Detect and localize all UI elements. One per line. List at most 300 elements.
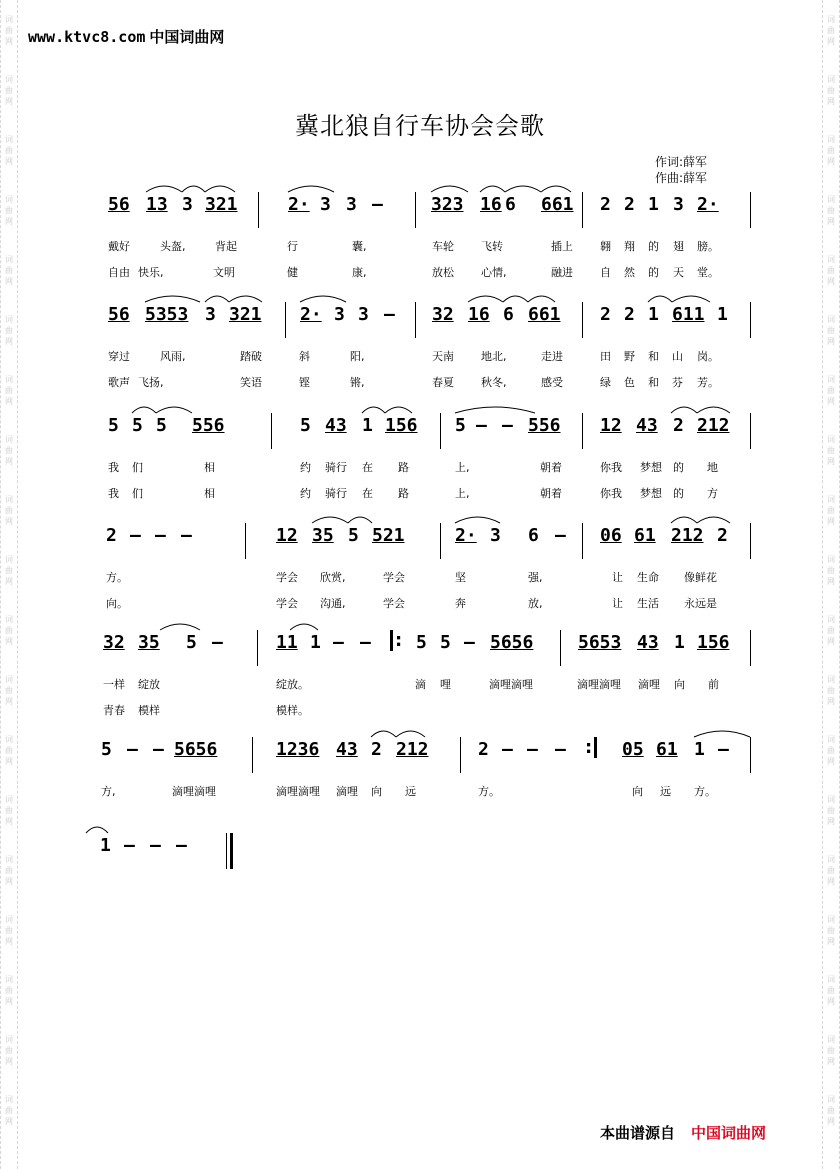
note: 5656 <box>490 632 534 653</box>
watermark-text: 词 曲 网 <box>5 555 13 586</box>
watermark-text: 词 曲 网 <box>5 1095 13 1126</box>
lyric-verse-2: 青春 <box>103 704 125 717</box>
note: 5 <box>132 415 143 436</box>
slur-arc <box>697 407 730 413</box>
lyric-verse-1: 骑行 <box>325 461 347 474</box>
note: 156 <box>697 632 730 653</box>
lyric-verse-2: 模样。 <box>276 704 309 717</box>
lyric-verse-1: 梦想 <box>640 461 662 474</box>
watermark-text: 词 曲 网 <box>827 435 835 466</box>
note: – <box>360 632 371 653</box>
watermark-text: 词 曲 网 <box>827 375 835 406</box>
slur-arc <box>541 186 571 192</box>
lyric-verse-2: 色 <box>624 376 635 389</box>
slur-arc <box>671 407 697 413</box>
slur-arc <box>528 296 555 302</box>
note: 43 <box>336 739 358 760</box>
repeat-end-sign: : <box>585 737 597 758</box>
lyric-verse-1: 飞转 <box>481 240 503 253</box>
lyric-verse-1: 阳, <box>350 350 365 363</box>
lyric-verse-1: 翱 <box>600 240 611 253</box>
watermark-text: 词 曲 网 <box>827 795 835 826</box>
lyric-verse-2: 上, <box>455 487 470 500</box>
lyric-verse-2: 铿 <box>299 376 310 389</box>
note: 5 <box>156 415 167 436</box>
lyric-verse-1: 膀。 <box>697 240 719 253</box>
note: 521 <box>372 525 405 546</box>
lyric-verse-1: 的 <box>673 461 684 474</box>
repeat-start-sign: : <box>390 630 402 651</box>
slur-arc <box>290 624 318 630</box>
note: 32 <box>103 632 125 653</box>
lyric-verse-1: 学会 <box>383 571 405 584</box>
lyric-verse-2: 心情, <box>481 266 507 279</box>
slur-arc <box>371 731 396 737</box>
lyric-verse-2: 自 <box>600 266 611 279</box>
slur-arc <box>362 407 385 413</box>
slur-arc <box>385 407 412 413</box>
note: 61 <box>634 525 656 546</box>
lyric-verse-2: 自由 <box>108 266 130 279</box>
watermark-text: 词 曲 网 <box>827 1095 835 1126</box>
slur-arc <box>145 296 200 302</box>
lyric-verse-2: 的 <box>673 487 684 500</box>
note: 5653 <box>578 632 622 653</box>
note: 5 <box>416 632 427 653</box>
note: 16 <box>468 304 490 325</box>
note: 6 <box>505 194 516 215</box>
note: 2· <box>455 525 477 546</box>
note: 212 <box>697 415 730 436</box>
lyric-verse-2: 文明 <box>213 266 235 279</box>
note: 1236 <box>276 739 320 760</box>
lyric-verse-1: 向 <box>371 785 382 798</box>
watermark-text: 词 曲 网 <box>5 495 13 526</box>
note: 5 <box>101 739 112 760</box>
lyric-verse-2: 我 <box>108 487 119 500</box>
lyric-verse-1: 像鲜花 <box>684 571 717 584</box>
note: – <box>527 739 538 760</box>
note: – <box>718 739 729 760</box>
lyric-verse-2: 飞扬, <box>138 376 164 389</box>
lyric-verse-1: 向 <box>632 785 643 798</box>
note: 2 <box>624 194 635 215</box>
note: – <box>155 525 166 546</box>
note: 1 <box>717 304 728 325</box>
lyric-verse-2: 方 <box>707 487 718 500</box>
footer <box>600 1122 766 1143</box>
note: 661 <box>528 304 561 325</box>
lyric-verse-1: 向 <box>674 678 685 691</box>
note: 16 <box>480 194 502 215</box>
note: 05 <box>622 739 644 760</box>
note: 323 <box>431 194 464 215</box>
watermark-text: 词 曲 网 <box>5 315 13 346</box>
watermark-text: 词 曲 网 <box>5 615 13 646</box>
lyric-verse-1: 绽放 <box>138 678 160 691</box>
note: 212 <box>396 739 429 760</box>
lyric-verse-1: 戴好 <box>108 240 130 253</box>
note: 2· <box>697 194 719 215</box>
slur-arc <box>205 296 229 302</box>
lyric-verse-2: 学会 <box>276 597 298 610</box>
lyric-verse-2: 感受 <box>541 376 563 389</box>
note: 56 <box>108 304 130 325</box>
note: 43 <box>325 415 347 436</box>
note: 2 <box>673 415 684 436</box>
note: – <box>181 525 192 546</box>
lyric-verse-2: 放松 <box>432 266 454 279</box>
lyricist-credit: 作词:薛军 <box>655 155 708 169</box>
note: 06 <box>600 525 622 546</box>
note: – <box>176 835 187 856</box>
lyric-verse-1: 滴哩滴哩 <box>577 678 621 691</box>
slur-arc <box>468 296 503 302</box>
lyric-verse-2: 沟通, <box>320 597 346 610</box>
note: 13 <box>146 194 168 215</box>
lyric-verse-2: 们 <box>132 487 143 500</box>
watermark-text: 词 曲 网 <box>827 735 835 766</box>
lyric-verse-2: 学会 <box>383 597 405 610</box>
note: 5 <box>440 632 451 653</box>
slur-arc <box>396 731 425 737</box>
slur-arc <box>505 186 541 192</box>
note: 5656 <box>174 739 218 760</box>
slur-arc <box>431 186 468 192</box>
note: 43 <box>636 415 658 436</box>
watermark-text: 词 曲 网 <box>827 495 835 526</box>
note: 2· <box>300 304 322 325</box>
note: 61 <box>656 739 678 760</box>
lyric-verse-1: 穿过 <box>108 350 130 363</box>
lyric-verse-1: 方。 <box>106 571 128 584</box>
note: 556 <box>192 415 225 436</box>
slur-arc <box>288 186 334 192</box>
note: 32 <box>432 304 454 325</box>
lyric-verse-1: 滴哩 <box>638 678 660 691</box>
lyric-verse-1: 滴哩滴哩 <box>172 785 216 798</box>
lyric-verse-2: 约 <box>300 487 311 500</box>
slur-arc <box>671 517 697 523</box>
lyric-verse-2: 放, <box>528 597 543 610</box>
lyric-verse-2: 芳。 <box>697 376 719 389</box>
watermark-text: 词 曲 网 <box>5 375 13 406</box>
lyric-verse-2: 生活 <box>637 597 659 610</box>
lyric-verse-1: 滴哩 <box>336 785 358 798</box>
note: 11 <box>276 632 298 653</box>
lyric-verse-1: 滴哩滴哩 <box>276 785 320 798</box>
watermark-text: 词 曲 网 <box>5 195 13 226</box>
note: 661 <box>541 194 574 215</box>
note: 321 <box>229 304 262 325</box>
slur-arc <box>156 407 192 413</box>
note: 3 <box>182 194 193 215</box>
lyric-verse-1: 哩 <box>440 678 451 691</box>
watermark-text: 词 曲 网 <box>827 75 835 106</box>
watermark-text: 词 曲 网 <box>827 255 835 286</box>
lyric-verse-2: 健 <box>287 266 298 279</box>
lyric-verse-1: 上, <box>455 461 470 474</box>
lyric-verse-2: 笑语 <box>240 376 262 389</box>
lyric-verse-2: 绿 <box>600 376 611 389</box>
lyric-verse-2: 梦想 <box>640 487 662 500</box>
lyric-verse-2: 和 <box>648 376 659 389</box>
lyric-verse-2: 堂。 <box>697 266 719 279</box>
lyric-verse-2: 模样 <box>138 704 160 717</box>
lyric-verse-1: 天南 <box>432 350 454 363</box>
watermark-text: 词 曲 网 <box>827 195 835 226</box>
note: 5353 <box>145 304 189 325</box>
lyric-verse-2: 奔 <box>455 597 466 610</box>
lyric-verse-1: 路 <box>398 461 409 474</box>
note: 556 <box>528 415 561 436</box>
lyric-verse-1: 绽放。 <box>276 678 309 691</box>
slur-arc <box>348 517 372 523</box>
lyric-verse-2: 融进 <box>551 266 573 279</box>
watermark-text: 词 曲 网 <box>5 15 13 46</box>
note: – <box>502 739 513 760</box>
watermark-text: 词 曲 网 <box>5 435 13 466</box>
lyric-verse-1: 方, <box>101 785 116 798</box>
note: 35 <box>138 632 160 653</box>
note: 3 <box>346 194 357 215</box>
watermark-text: 词 曲 网 <box>827 135 835 166</box>
note: 5 <box>348 525 359 546</box>
note: 3 <box>673 194 684 215</box>
lyric-verse-1: 方。 <box>694 785 716 798</box>
lyric-verse-2: 在 <box>362 487 373 500</box>
note: 2 <box>600 194 611 215</box>
lyric-verse-1: 风雨, <box>160 350 186 363</box>
watermark-text: 词 曲 网 <box>827 315 835 346</box>
lyric-verse-1: 让 <box>612 571 623 584</box>
note: – <box>212 632 223 653</box>
note: 3 <box>320 194 331 215</box>
site-url: www.ktvc8.com <box>28 28 146 46</box>
slur-arc <box>648 296 672 302</box>
note: 5 <box>300 415 311 436</box>
lyric-verse-2: 的 <box>648 266 659 279</box>
watermark-text: 词 曲 网 <box>827 555 835 586</box>
slur-arc <box>146 186 182 192</box>
slur-arc <box>205 186 235 192</box>
composer-credit: 作曲:薛军 <box>655 171 708 185</box>
note: – <box>333 632 344 653</box>
note: 3 <box>334 304 345 325</box>
watermark-text: 词 曲 网 <box>827 15 835 46</box>
watermark-text: 词 曲 网 <box>5 975 13 1006</box>
lyric-verse-2: 天 <box>673 266 684 279</box>
lyric-verse-2: 骑行 <box>325 487 347 500</box>
watermark-text: 词 曲 网 <box>5 795 13 826</box>
note: 5 <box>108 415 119 436</box>
note: 1 <box>100 835 111 856</box>
note: – <box>464 632 475 653</box>
slur-arc <box>480 186 505 192</box>
slur-arc <box>300 296 346 302</box>
note: 5 <box>455 415 466 436</box>
lyric-verse-1: 前 <box>708 678 719 691</box>
lyric-verse-1: 坚 <box>455 571 466 584</box>
lyric-verse-2: 永远是 <box>684 597 717 610</box>
watermark-text: 词 曲 网 <box>5 135 13 166</box>
lyric-verse-1: 野 <box>624 350 635 363</box>
lyric-verse-1: 翔 <box>624 240 635 253</box>
note: 12 <box>600 415 622 436</box>
note: 1 <box>648 194 659 215</box>
slur-arc <box>697 517 730 523</box>
note: – <box>555 739 566 760</box>
slur-arc <box>312 517 348 523</box>
lyric-verse-1: 欣赏, <box>320 571 346 584</box>
note: – <box>476 415 487 436</box>
note: 2 <box>371 739 382 760</box>
lyric-verse-1: 朝着 <box>540 461 562 474</box>
song-title: 冀北狼自行车协会会歌 <box>295 112 545 140</box>
lyric-verse-1: 相 <box>204 461 215 474</box>
lyric-verse-2: 快乐, <box>138 266 164 279</box>
lyric-verse-2: 你我 <box>600 487 622 500</box>
lyric-verse-2: 歌声 <box>108 376 130 389</box>
note: 1 <box>694 739 705 760</box>
lyric-verse-2: 秋冬, <box>481 376 507 389</box>
lyric-verse-2: 让 <box>612 597 623 610</box>
lyric-verse-2: 锵, <box>350 376 365 389</box>
note: 212 <box>671 525 704 546</box>
note: – <box>127 739 138 760</box>
watermark-text: 词 曲 网 <box>5 1035 13 1066</box>
note: – <box>372 194 383 215</box>
lyric-verse-1: 远 <box>405 785 416 798</box>
note: – <box>130 525 141 546</box>
site-name: 中国词曲网 <box>149 28 225 46</box>
footer-site: 中国词曲网 <box>691 1124 767 1142</box>
watermark-text: 词 曲 网 <box>827 615 835 646</box>
lyric-verse-2: 康, <box>352 266 367 279</box>
note: 2 <box>717 525 728 546</box>
note: – <box>555 525 566 546</box>
watermark-text: 词 曲 网 <box>827 915 835 946</box>
lyric-verse-1: 滴 <box>415 678 426 691</box>
lyric-verse-1: 车轮 <box>432 240 454 253</box>
slur-arc <box>132 407 156 413</box>
lyric-verse-2: 路 <box>398 487 409 500</box>
lyric-verse-1: 岗。 <box>697 350 719 363</box>
slur-arc <box>694 731 750 737</box>
note: 3 <box>490 525 501 546</box>
lyric-verse-1: 生命 <box>637 571 659 584</box>
lyric-verse-1: 滴哩滴哩 <box>489 678 533 691</box>
note: 3 <box>205 304 216 325</box>
slur-arc <box>503 296 528 302</box>
note: 6 <box>503 304 514 325</box>
lyric-verse-1: 们 <box>132 461 143 474</box>
lyric-verse-1: 方。 <box>478 785 500 798</box>
lyric-verse-1: 踏破 <box>240 350 262 363</box>
lyric-verse-1: 行 <box>287 240 298 253</box>
lyric-verse-1: 你我 <box>600 461 622 474</box>
lyric-verse-1: 地 <box>707 461 718 474</box>
slur-arc <box>672 296 710 302</box>
lyric-verse-1: 和 <box>648 350 659 363</box>
note: 2 <box>624 304 635 325</box>
note: 611 <box>672 304 705 325</box>
lyric-verse-1: 在 <box>362 461 373 474</box>
note: – <box>153 739 164 760</box>
lyric-verse-1: 的 <box>648 240 659 253</box>
lyric-verse-2: 然 <box>624 266 635 279</box>
note: 321 <box>205 194 238 215</box>
note: 1 <box>310 632 321 653</box>
lyric-verse-1: 远 <box>660 785 671 798</box>
note: 56 <box>108 194 130 215</box>
lyric-verse-1: 强, <box>528 571 543 584</box>
watermark-text: 词 曲 网 <box>5 255 13 286</box>
note: 2 <box>600 304 611 325</box>
slur-arc <box>229 296 262 302</box>
note: 6 <box>528 525 539 546</box>
note: 1 <box>674 632 685 653</box>
watermark-text: 词 曲 网 <box>5 735 13 766</box>
note: 2 <box>106 525 117 546</box>
note: 1 <box>362 415 373 436</box>
slur-arc <box>182 186 205 192</box>
lyric-verse-1: 我 <box>108 461 119 474</box>
note: 12 <box>276 525 298 546</box>
lyric-verse-1: 一样 <box>103 678 125 691</box>
lyric-verse-1: 地北, <box>481 350 507 363</box>
lyric-verse-1: 插上 <box>551 240 573 253</box>
lyric-verse-1: 翅 <box>673 240 684 253</box>
note: 2 <box>478 739 489 760</box>
lyric-verse-2: 芬 <box>672 376 683 389</box>
note: – <box>384 304 395 325</box>
note: – <box>124 835 135 856</box>
note: 1 <box>648 304 659 325</box>
lyric-verse-2: 向。 <box>106 597 128 610</box>
note: 2· <box>288 194 310 215</box>
footer-source: 本曲谱源自 <box>600 1124 676 1142</box>
watermark-text: 词 曲 网 <box>827 975 835 1006</box>
note: – <box>150 835 161 856</box>
slur-arc <box>455 517 500 523</box>
note: 35 <box>312 525 334 546</box>
watermark-text: 词 曲 网 <box>827 855 835 886</box>
slur-arc <box>160 624 200 630</box>
lyric-verse-1: 囊, <box>352 240 367 253</box>
watermark-text: 词 曲 网 <box>5 855 13 886</box>
lyric-verse-1: 斜 <box>299 350 310 363</box>
lyric-verse-2: 相 <box>204 487 215 500</box>
note: 5 <box>186 632 197 653</box>
lyric-verse-1: 头盔, <box>160 240 186 253</box>
watermark-text: 词 曲 网 <box>827 1035 835 1066</box>
lyric-verse-2: 朝着 <box>540 487 562 500</box>
watermark-text: 词 曲 网 <box>5 675 13 706</box>
note: 3 <box>358 304 369 325</box>
slur-arc <box>455 407 535 413</box>
lyric-verse-1: 走进 <box>541 350 563 363</box>
watermark-text: 词 曲 网 <box>827 675 835 706</box>
note: – <box>502 415 513 436</box>
note: 156 <box>385 415 418 436</box>
lyric-verse-1: 约 <box>300 461 311 474</box>
lyric-verse-1: 背起 <box>215 240 237 253</box>
watermark-text: 词 曲 网 <box>5 75 13 106</box>
lyric-verse-2: 春夏 <box>432 376 454 389</box>
lyric-verse-1: 学会 <box>276 571 298 584</box>
lyric-verse-1: 山 <box>672 350 683 363</box>
